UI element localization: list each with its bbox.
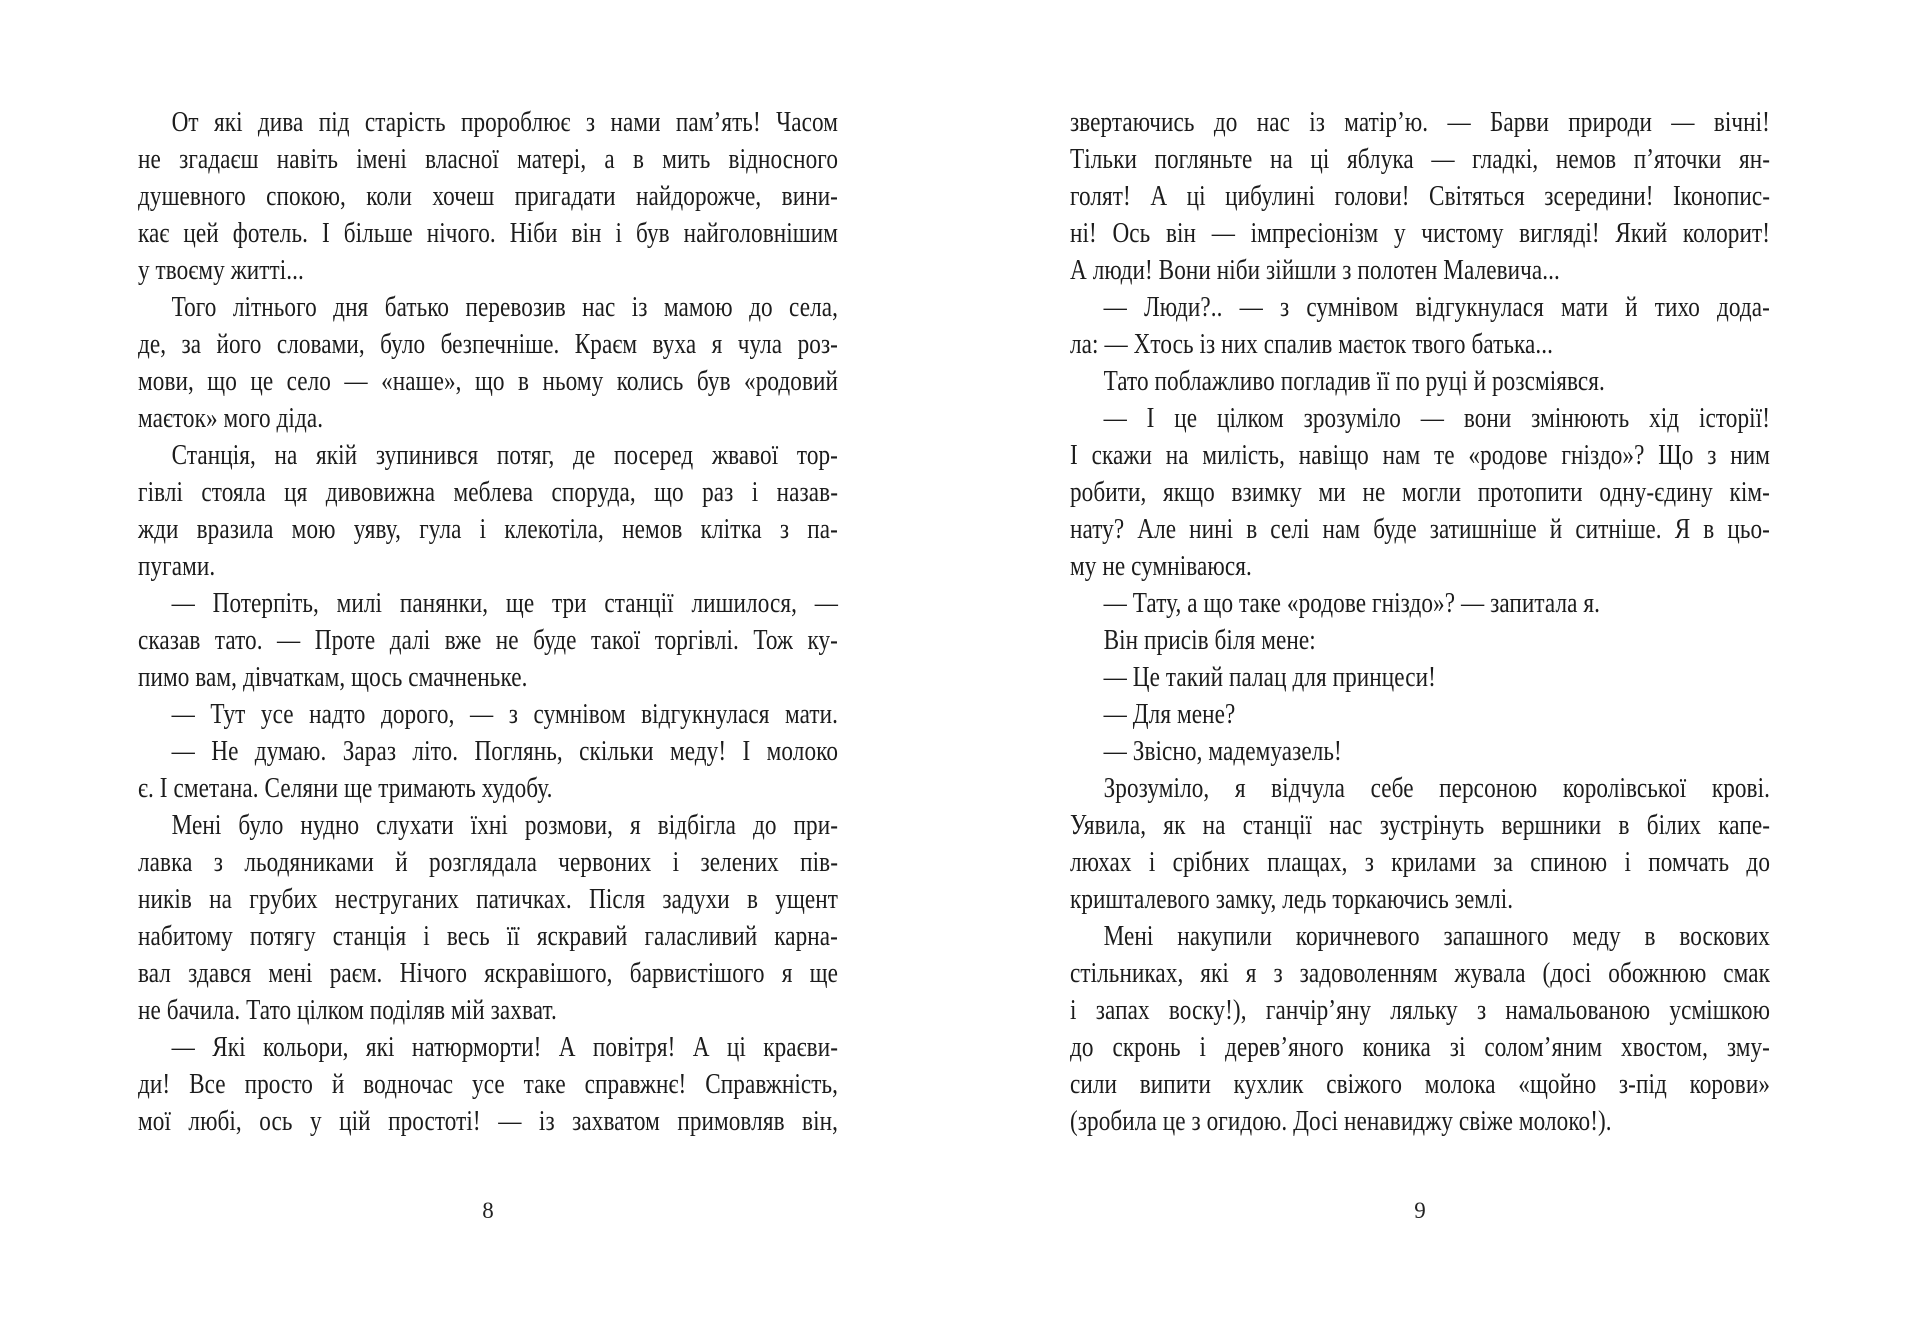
text-line: (зробила це з огидою. Досі ненавиджу свіже молоко!). (1070, 1105, 1612, 1137)
text-line: звертаючись до нас із матір’ю. — Барви природи — вічні! (1070, 106, 1770, 138)
text-line: мої любі, ось у цій простоті! — із захватом примовляв він, (138, 1105, 838, 1137)
text-line: Станція, на якій зупинився потяг, де посеред жвавої тор- (171, 439, 839, 471)
text-line: — Тут усе надто дорого, — з сумнівом відгукнулася мати. (171, 698, 839, 730)
page-right-number: 9 (1414, 1198, 1426, 1223)
text-line: — Люди?.. — з сумнівом відгукнулася мати й тихо дода- (1103, 291, 1770, 323)
page-left-text (138, 104, 838, 1140)
text-line: душевного спокою, коли хочеш пригадати найдорожче, вини- (138, 180, 838, 212)
text-line: жди вразила мою уяву, гула і клекотіла, немов клітка з па- (138, 513, 838, 545)
text-line: голят! А ці цибулині голови! Світяться зсередини! Іконопис- (1070, 180, 1770, 212)
text-line: — І це цілком зрозуміло — вони змінюють хід історії! (1103, 402, 1770, 434)
text-line: ні! Ось він — імпресіонізм у чистому вигляді! Який колорит! (1070, 217, 1770, 249)
text-line: нату? Але нині в селі нам буде затишніше й ситніше. Я в цьо- (1070, 513, 1770, 545)
text-line: От які дива під старість пророблює з нами пам’ять! Часом (171, 106, 839, 138)
text-line: у твоєму житті... (138, 254, 304, 286)
text-line: Того літнього дня батько перевозив нас із мамою до села, (171, 291, 839, 323)
text-line: ників на грубих неструганих патичках. Після задухи в ущент (138, 883, 838, 915)
text-line: А люди! Вони ніби зійшли з полотен Малевича... (1070, 254, 1560, 286)
page-left (138, 0, 838, 1324)
text-line: — Тату, а що таке «родове гніздо»? — запитала я. (1103, 587, 1601, 619)
text-line: маєток» мого діда. (138, 402, 324, 434)
text-line: Зрозуміло, я відчула себе персоною королівської крові. (1103, 772, 1770, 804)
text-line: стільниках, які я з задоволенням жувала (досі обожнюю смак (1070, 957, 1770, 989)
text-line: де, за його словами, було безпечніше. Краєм вуха я чула роз- (138, 328, 838, 360)
text-line: пимо вам, дівчаткам, щось смачненьке. (138, 661, 528, 693)
text-line: гівлі стояла ця дивовижна меблева споруда, що раз і назав- (138, 476, 838, 508)
text-line: є. І сметана. Селяни ще тримають худобу. (138, 772, 553, 804)
text-line: сили випити кухлик свіжого молока «щойно з-під корови» (1070, 1068, 1770, 1100)
page-right (1070, 0, 1770, 1324)
text-line: Мені було нудно слухати їхні розмови, я відбігла до при- (171, 809, 839, 841)
text-line: і запах воску!), ганчір’яну ляльку з намальованою усмішкою (1070, 994, 1770, 1026)
text-line: кришталевого замку, ледь торкаючись землі. (1070, 883, 1514, 915)
page-left-number: 8 (482, 1198, 494, 1223)
text-line: — Для мене? (1103, 698, 1236, 730)
text-line: ди! Все просто й водночас усе таке справжнє! Справжність, (138, 1068, 838, 1100)
text-line: до скронь і дерев’яного коника зі солом’яним хвостом, зму- (1070, 1031, 1770, 1063)
text-line: — Звісно, мадемуазель! (1103, 735, 1342, 767)
text-line: му не сумніваюся. (1070, 550, 1252, 582)
text-line: Тільки погляньте на ці яблука — гладкі, немов п’яточки ян- (1070, 143, 1770, 175)
text-line: Тато поблажливо погладив її по руці й розсміявся. (1103, 365, 1605, 397)
text-line: — Не думаю. Зараз літо. Поглянь, скільки меду! І молоко (171, 735, 839, 767)
text-line: набитому потягу станція і весь її яскравий галасливий карна- (138, 920, 838, 952)
text-line: мови, що це село — «наше», що в ньому колись був «родовий (138, 365, 838, 397)
text-line: ла: — Хтось із них спалив маєток твого батька... (1070, 328, 1553, 360)
text-line: сказав тато. — Проте далі вже не буде такої торгівлі. Тож ку- (138, 624, 838, 656)
text-line: — Потерпіть, милі панянки, ще три станції лишилося, — (171, 587, 839, 619)
text-line: не згадаєш навіть імені власної матері, а в мить відносного (138, 143, 838, 175)
text-line: — Це такий палац для принцеси! (1103, 661, 1436, 693)
text-line: не бачила. Тато цілком поділяв мій захват. (138, 994, 557, 1026)
text-line: кає цей фотель. І більше нічого. Ніби він і був найголовнішим (138, 217, 838, 249)
text-line: І скажи на милість, навіщо нам те «родове гніздо»? Що з ним (1070, 439, 1770, 471)
text-line: Він присів біля мене: (1103, 624, 1316, 656)
text-line: — Які кольори, які натюрморти! А повітря! А ці краєви- (171, 1031, 839, 1063)
text-line: лавка з льодяниками й розглядала червоних і зелених пів- (138, 846, 838, 878)
page-right-text (1070, 104, 1770, 1140)
text-line: пугами. (138, 550, 216, 582)
text-line: вал здався мені раєм. Нічого яскравішого, барвистішого я ще (138, 957, 838, 989)
text-line: Уявила, як на станції нас зустрінуть вершники в білих капе- (1070, 809, 1770, 841)
text-line: Мені накупили коричневого запашного меду в воскових (1103, 920, 1770, 952)
text-line: робити, якщо взимку ми не могли протопити одну-єдину кім- (1070, 476, 1770, 508)
text-line: люхах і срібних плащах, з крилами за спиною і помчать до (1070, 846, 1770, 878)
